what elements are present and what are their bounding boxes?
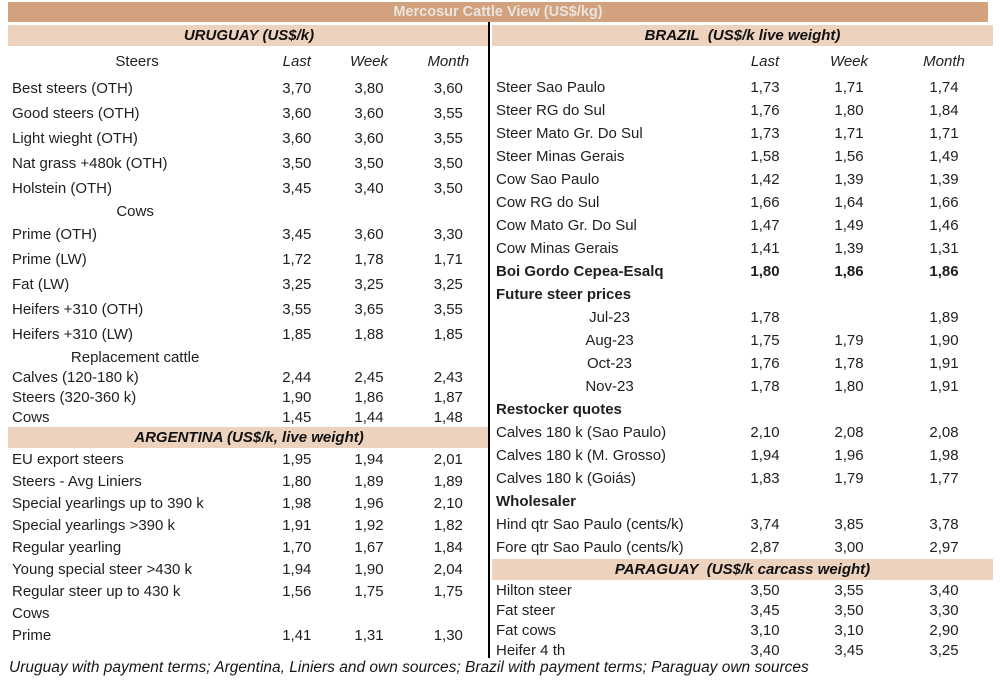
table-row	[8, 367, 490, 387]
row-label: EU export steers	[12, 450, 124, 468]
value-last: 3,45	[282, 226, 312, 243]
value-last: 1,95	[282, 450, 312, 468]
value-week: 1,75	[354, 582, 384, 600]
row-label: Boi Gordo Cepea-Esalq	[496, 263, 664, 280]
value-month: 1,87	[433, 388, 463, 406]
group-label: Steers	[115, 52, 159, 70]
value-week: 3,65	[354, 301, 384, 318]
value-week: 1,80	[834, 378, 864, 395]
value-week	[803, 283, 895, 306]
value-week: 1,64	[834, 194, 864, 211]
value-week: 2,45	[354, 368, 384, 386]
table-row	[8, 297, 490, 322]
value-month: 3,55	[433, 301, 463, 318]
column-header-month: Month	[427, 52, 470, 70]
value-week: 3,80	[354, 80, 384, 97]
row-label: Hind qtr Sao Paulo (cents/k)	[496, 516, 684, 533]
value-last: 1,42	[750, 171, 780, 188]
value-week: 1,56	[834, 148, 864, 165]
table-row	[492, 214, 993, 237]
row-label: Cow RG do Sul	[496, 194, 600, 211]
table-row	[492, 99, 993, 122]
value-week	[803, 490, 895, 513]
value-week: 1,79	[834, 470, 864, 487]
value-week: 2,08	[834, 424, 864, 441]
value-week: 1,71	[834, 79, 864, 96]
value-last: 1,80	[750, 263, 780, 280]
value-last: 1,45	[282, 408, 312, 426]
value-month: 1,91	[929, 355, 959, 372]
group-label	[492, 46, 727, 76]
row-label: Restocker quotes	[496, 401, 622, 418]
table-row	[8, 272, 490, 297]
table-row	[8, 347, 490, 367]
value-week: 1,39	[834, 171, 864, 188]
table-row	[492, 306, 993, 329]
value-week: 1,92	[354, 516, 384, 534]
value-month: 1,74	[929, 79, 959, 96]
value-last: 1,70	[282, 538, 312, 556]
value-month: 3,40	[929, 581, 959, 599]
value-last: 2,44	[282, 368, 312, 386]
row-label: Wholesaler	[496, 493, 577, 510]
row-label: Replacement cattle	[70, 348, 200, 366]
table-row	[8, 448, 490, 470]
value-last: 3,60	[282, 105, 312, 122]
value-last: 1,94	[282, 560, 312, 578]
table-row	[492, 513, 993, 536]
value-month: 3,55	[433, 130, 463, 147]
value-month: 1,66	[929, 194, 959, 211]
row-label: Good steers (OTH)	[12, 105, 140, 122]
row-label: Regular yearling	[12, 538, 122, 556]
row-label: Jul-23	[589, 309, 630, 326]
value-last: 3,40	[750, 641, 780, 659]
row-label: Steers - Avg Liniers	[12, 472, 142, 490]
value-last: 3,50	[282, 155, 312, 172]
row-label: Hilton steer	[496, 581, 572, 599]
value-month: 1,85	[433, 326, 463, 343]
table-row	[492, 329, 993, 352]
value-month: 3,30	[929, 601, 959, 619]
brazil-column-header-row	[492, 46, 993, 76]
row-label: Cows	[12, 408, 50, 426]
value-last: 3,70	[282, 80, 312, 97]
paraguay-table	[492, 580, 993, 660]
column-header-last: Last	[750, 52, 780, 70]
value-week: 3,25	[354, 276, 384, 293]
argentina-table	[8, 448, 490, 646]
table-row	[492, 76, 993, 99]
table-row	[8, 536, 490, 558]
row-label: Calves 180 k (Goiás)	[496, 470, 637, 487]
row-label: Cow Minas Gerais	[496, 240, 619, 257]
table-row	[492, 191, 993, 214]
row-label: Nat grass +480k (OTH)	[12, 155, 168, 172]
value-week	[803, 306, 895, 329]
table-row	[8, 76, 490, 101]
row-label: Heifer 4 th	[496, 641, 566, 659]
table-row	[492, 640, 993, 660]
section-title-brazil: BRAZIL (US$/k live weight)	[644, 27, 841, 44]
value-week	[331, 602, 406, 624]
value-last: 1,73	[750, 125, 780, 142]
column-header-month: Month	[923, 52, 965, 70]
table-row	[492, 580, 993, 600]
value-last: 2,10	[750, 424, 780, 441]
table-row	[492, 421, 993, 444]
row-label: Calves 180 k (M. Grosso)	[496, 447, 667, 464]
value-last: 1,80	[282, 472, 312, 490]
value-week: 1,96	[834, 447, 864, 464]
value-week: 1,80	[834, 102, 864, 119]
table-row	[8, 101, 490, 126]
value-last: 3,45	[750, 601, 780, 619]
value-month: 1,46	[929, 217, 959, 234]
value-week: 1,89	[354, 472, 384, 490]
value-week: 1,96	[354, 494, 384, 512]
table-row	[8, 407, 490, 427]
row-label: Future steer prices	[496, 286, 632, 303]
value-month: 2,01	[433, 450, 463, 468]
value-month	[407, 347, 490, 367]
value-month: 3,60	[433, 80, 463, 97]
table-row	[8, 470, 490, 492]
value-week: 1,78	[834, 355, 864, 372]
column-header-week: Week	[829, 52, 869, 70]
value-last: 3,10	[750, 621, 780, 639]
value-month: 1,84	[433, 538, 463, 556]
table-row	[492, 467, 993, 490]
value-week: 1,31	[354, 626, 384, 644]
value-last: 1,56	[282, 582, 312, 600]
row-label: Cows	[116, 203, 154, 220]
value-week: 1,86	[354, 388, 384, 406]
value-month: 1,71	[433, 251, 463, 268]
value-week: 3,40	[354, 180, 384, 197]
table-row	[8, 222, 490, 247]
value-last: 1,75	[750, 332, 780, 349]
table-row	[492, 352, 993, 375]
value-last: 1,78	[750, 309, 780, 326]
value-last: 1,98	[282, 494, 312, 512]
table-row	[492, 490, 993, 513]
value-last: 1,91	[282, 516, 312, 534]
value-week	[803, 398, 895, 421]
value-month: 1,30	[433, 626, 463, 644]
column-header-last: Last	[282, 52, 311, 70]
row-label: Fore qtr Sao Paulo (cents/k)	[496, 539, 684, 556]
value-month: 3,78	[929, 516, 959, 533]
value-month: 1,77	[929, 470, 959, 487]
value-week: 1,78	[354, 251, 384, 268]
value-week	[331, 201, 406, 222]
section-header-uruguay	[8, 25, 490, 46]
value-month: 1,91	[929, 378, 959, 395]
title-bar	[8, 2, 988, 22]
value-month: 2,04	[433, 560, 463, 578]
value-last: 1,47	[750, 217, 780, 234]
section-header-brazil	[492, 25, 993, 46]
uruguay-table	[8, 46, 490, 427]
value-month: 1,89	[433, 472, 463, 490]
table-row	[8, 558, 490, 580]
value-last: 1,41	[750, 240, 780, 257]
value-week: 3,55	[834, 581, 864, 599]
row-label: Cow Mato Gr. Do Sul	[496, 217, 637, 234]
row-label: Aug-23	[585, 332, 634, 349]
value-month: 2,10	[433, 494, 463, 512]
value-week: 1,49	[834, 217, 864, 234]
row-label: Oct-23	[586, 355, 632, 372]
value-week: 1,44	[354, 408, 384, 426]
table-row	[8, 247, 490, 272]
value-last: 1,76	[750, 355, 780, 372]
row-label: Prime (LW)	[12, 251, 87, 268]
value-month	[895, 398, 993, 421]
value-month	[407, 201, 490, 222]
value-last: 2,87	[750, 539, 780, 556]
value-last: 3,60	[282, 130, 312, 147]
value-month: 1,71	[929, 125, 959, 142]
page-title: Mercosur Cattle View (US$/kg)	[393, 4, 603, 20]
section-title-paraguay: PARAGUAY (US$/k carcass weight)	[614, 561, 871, 578]
value-last: 1,76	[750, 102, 780, 119]
table-row	[492, 444, 993, 467]
table-row	[8, 322, 490, 347]
footnote: Uruguay with payment terms; Argentina, Liniers and own sources; Brazil with payment terms; Paraguay own sources	[9, 659, 809, 676]
value-last: 3,74	[750, 516, 780, 533]
section-title-argentina: ARGENTINA (US$/k, live weight)	[134, 429, 364, 446]
value-month: 3,25	[929, 641, 959, 659]
value-week: 1,67	[354, 538, 384, 556]
value-week: 3,50	[354, 155, 384, 172]
value-last	[262, 201, 331, 222]
table-row	[8, 514, 490, 536]
value-last: 3,50	[750, 581, 780, 599]
value-week: 1,71	[834, 125, 864, 142]
column-divider	[488, 22, 490, 658]
value-week: 1,86	[834, 263, 864, 280]
value-week: 3,00	[834, 539, 864, 556]
row-label: Calves (120-180 k)	[12, 368, 139, 386]
value-month	[895, 283, 993, 306]
row-label: Special yearlings up to 390 k	[12, 494, 204, 512]
table-row	[492, 122, 993, 145]
value-month: 1,31	[929, 240, 959, 257]
uruguay-column-header-row	[8, 46, 490, 76]
value-month: 3,55	[433, 105, 463, 122]
row-label: Special yearlings >390 k	[12, 516, 176, 534]
value-month: 1,49	[929, 148, 959, 165]
value-last: 1,85	[282, 326, 312, 343]
value-month: 1,98	[929, 447, 959, 464]
value-week: 1,79	[834, 332, 864, 349]
row-label: Steer Minas Gerais	[496, 148, 625, 165]
value-last: 1,58	[750, 148, 780, 165]
row-label: Fat cows	[496, 621, 557, 639]
value-last	[727, 283, 803, 306]
row-label: Best steers (OTH)	[12, 80, 133, 97]
table-row	[492, 145, 993, 168]
row-label: Heifers +310 (OTH)	[12, 301, 144, 318]
table-row	[8, 492, 490, 514]
value-week: 3,10	[834, 621, 864, 639]
row-label: Cows	[12, 604, 50, 622]
value-last: 1,73	[750, 79, 780, 96]
value-last: 1,83	[750, 470, 780, 487]
value-month: 2,43	[433, 368, 463, 386]
table-row	[492, 260, 993, 283]
report-body	[0, 25, 1000, 675]
value-month	[895, 490, 993, 513]
table-row	[8, 387, 490, 407]
table-row	[8, 126, 490, 151]
value-week: 3,50	[834, 601, 864, 619]
row-label: Prime	[12, 626, 52, 644]
value-last: 1,78	[750, 378, 780, 395]
value-last: 1,90	[282, 388, 312, 406]
value-month: 3,25	[433, 276, 463, 293]
table-row	[492, 398, 993, 421]
row-label: Heifers +310 (LW)	[12, 326, 134, 343]
row-label: Steer Mato Gr. Do Sul	[496, 125, 643, 142]
value-last: 3,55	[282, 301, 312, 318]
value-month: 1,75	[433, 582, 463, 600]
value-week: 1,90	[354, 560, 384, 578]
value-month: 2,97	[929, 539, 959, 556]
table-row	[8, 580, 490, 602]
table-row	[8, 602, 490, 624]
value-last: 1,41	[282, 626, 312, 644]
value-month: 1,48	[433, 408, 463, 426]
table-row	[492, 375, 993, 398]
table-row	[8, 151, 490, 176]
row-label: Cow Sao Paulo	[496, 171, 600, 188]
value-week	[331, 347, 406, 367]
row-label: Calves 180 k (Sao Paulo)	[496, 424, 667, 441]
value-month: 1,86	[929, 263, 959, 280]
value-week: 1,88	[354, 326, 384, 343]
table-row	[492, 620, 993, 640]
value-last: 1,94	[750, 447, 780, 464]
table-row	[8, 624, 490, 646]
row-label: Steers (320-360 k)	[12, 388, 137, 406]
table-row	[8, 176, 490, 201]
table-row	[492, 600, 993, 620]
value-last: 1,66	[750, 194, 780, 211]
value-last	[262, 602, 331, 624]
value-week: 3,45	[834, 641, 864, 659]
value-last: 3,25	[282, 276, 312, 293]
row-label: Young special steer >430 k	[12, 560, 192, 578]
section-title-uruguay: URUGUAY (US$/k)	[183, 27, 315, 44]
table-row	[492, 536, 993, 559]
brazil-table	[492, 46, 993, 559]
value-week: 3,60	[354, 105, 384, 122]
value-week: 3,85	[834, 516, 864, 533]
table-row	[492, 237, 993, 260]
value-month: 3,50	[433, 155, 463, 172]
value-month: 1,89	[929, 309, 959, 326]
table-row	[492, 283, 993, 306]
value-last	[727, 490, 803, 513]
row-label: Prime (OTH)	[12, 226, 97, 243]
right-column	[492, 25, 993, 660]
value-last: 1,72	[282, 251, 312, 268]
value-last: 3,45	[282, 180, 312, 197]
row-label: Nov-23	[585, 378, 634, 395]
value-month: 1,90	[929, 332, 959, 349]
value-month: 3,30	[433, 226, 463, 243]
value-week: 3,60	[354, 226, 384, 243]
section-header-paraguay	[492, 559, 993, 580]
value-week: 1,94	[354, 450, 384, 468]
value-week: 1,39	[834, 240, 864, 257]
row-label: Light wieght (OTH)	[12, 130, 138, 147]
left-column	[8, 25, 490, 646]
row-label: Steer Sao Paulo	[496, 79, 606, 96]
value-last	[262, 347, 331, 367]
value-month	[407, 602, 490, 624]
table-row	[8, 201, 490, 222]
section-header-argentina	[8, 427, 490, 448]
row-label: Regular steer up to 430 k	[12, 582, 181, 600]
row-label: Fat steer	[496, 601, 556, 619]
row-label: Steer RG do Sul	[496, 102, 606, 119]
table-row	[492, 168, 993, 191]
row-label: Holstein (OTH)	[12, 180, 113, 197]
value-month: 1,39	[929, 171, 959, 188]
value-month: 2,08	[929, 424, 959, 441]
value-month: 2,90	[929, 621, 959, 639]
value-week: 3,60	[354, 130, 384, 147]
value-month: 3,50	[433, 180, 463, 197]
value-month: 1,84	[929, 102, 959, 119]
row-label: Fat (LW)	[12, 276, 70, 293]
column-header-week: Week	[349, 52, 389, 70]
value-last	[727, 398, 803, 421]
value-month: 1,82	[433, 516, 463, 534]
